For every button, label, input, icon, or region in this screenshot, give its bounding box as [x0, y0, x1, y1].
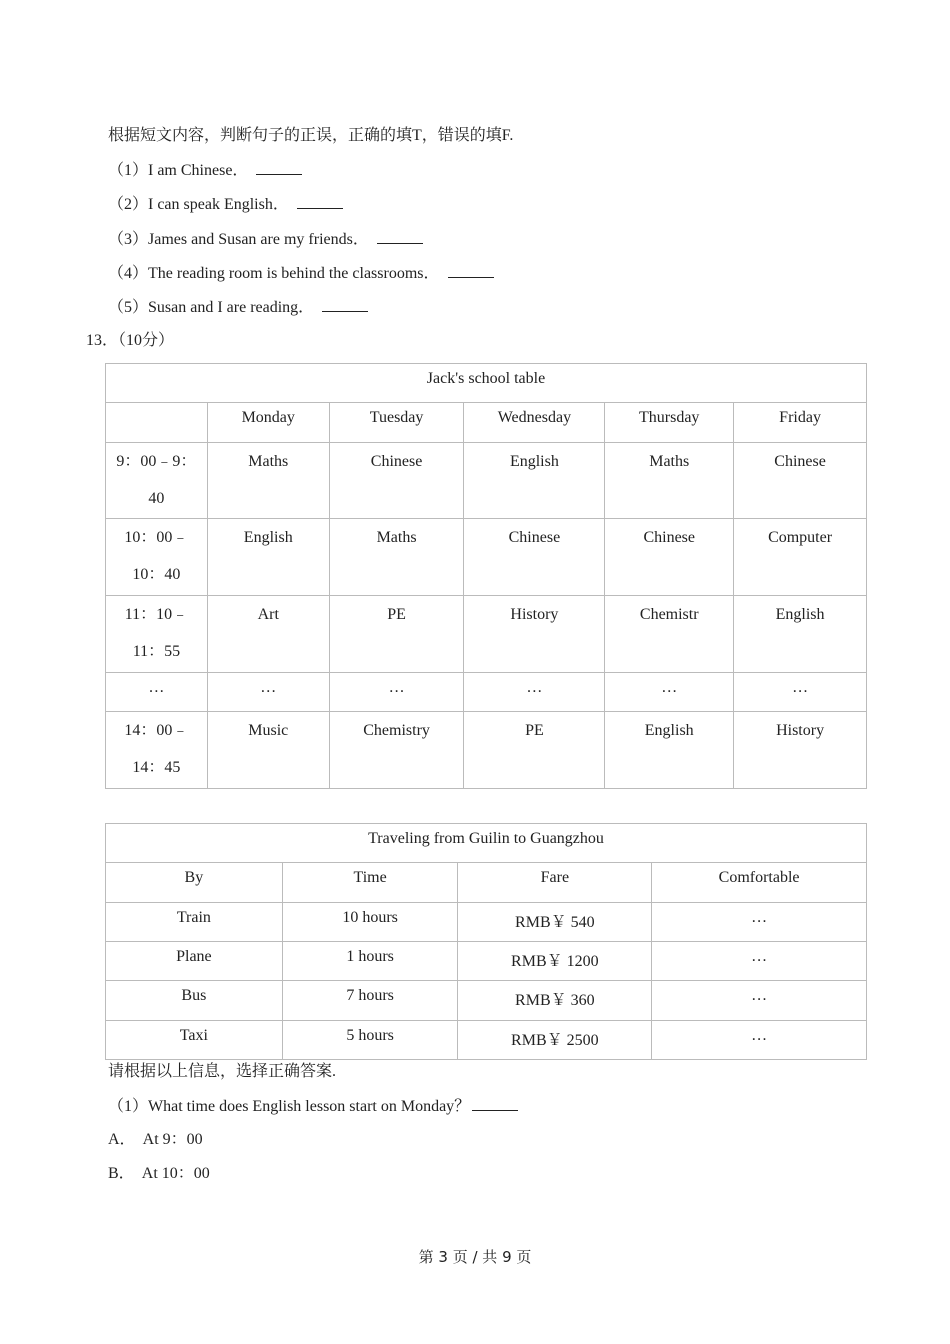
- instruction-choose: 请根据以上信息，选择正确答案.: [108, 1063, 337, 1080]
- table-cell: …: [652, 981, 867, 1021]
- time-cell: 10：00﹣ 10：40: [106, 519, 208, 596]
- table-cell: …: [652, 903, 867, 942]
- subject-cell: PE: [464, 712, 605, 789]
- table-cell: Taxi: [106, 1021, 283, 1060]
- subject-cell: …: [734, 673, 867, 712]
- column-header: By: [106, 863, 283, 903]
- option-a[interactable]: A． At 9：00: [108, 1131, 203, 1148]
- subject-cell: English: [464, 443, 605, 519]
- subject-cell: …: [605, 673, 734, 712]
- tf-item-text: （1）I am Chinese．: [108, 162, 249, 179]
- table-row: [106, 519, 867, 596]
- column-header: Fare: [458, 863, 652, 903]
- table-row: [106, 903, 867, 942]
- tf-item-1: [108, 160, 302, 181]
- table-cell: 7 hours: [282, 981, 458, 1021]
- table-row: [106, 981, 867, 1021]
- table-cell: Bus: [106, 981, 283, 1021]
- question-13-header: 13．（10分）: [86, 332, 175, 349]
- option-b[interactable]: B． At 10：00: [108, 1165, 210, 1182]
- table-row: [106, 1021, 867, 1060]
- time-cell: …: [106, 673, 208, 712]
- column-header: Time: [282, 863, 458, 903]
- subject-cell: History: [734, 712, 867, 789]
- subject-cell: English: [734, 596, 867, 673]
- subject-cell: PE: [329, 596, 464, 673]
- day-header: Friday: [734, 403, 867, 443]
- subject-cell: Chinese: [605, 519, 734, 596]
- day-header: Thursday: [605, 403, 734, 443]
- tf-item-4: [108, 263, 494, 284]
- tf-item-text: （2）I can speak English．: [108, 196, 289, 213]
- subject-cell: Chinese: [464, 519, 605, 596]
- tf-item-5: [108, 297, 368, 318]
- subject-cell: Art: [207, 596, 329, 673]
- subject-cell: …: [329, 673, 464, 712]
- table-row: [106, 443, 867, 519]
- subject-cell: Computer: [734, 519, 867, 596]
- table-cell: RMB￥ 540: [458, 903, 652, 942]
- subject-cell: Maths: [605, 443, 734, 519]
- answer-blank[interactable]: [297, 194, 343, 209]
- tf-item-2: [108, 194, 343, 215]
- subject-cell: Maths: [329, 519, 464, 596]
- table-cell: …: [652, 942, 867, 981]
- timetable-title: Jack's school table: [106, 364, 867, 403]
- subject-cell: Music: [207, 712, 329, 789]
- column-header: Comfortable: [652, 863, 867, 903]
- answer-blank[interactable]: [472, 1096, 518, 1111]
- subject-cell: History: [464, 596, 605, 673]
- answer-blank[interactable]: [377, 229, 423, 244]
- day-header: Monday: [207, 403, 329, 443]
- school-timetable: [105, 363, 867, 789]
- travel-table: [105, 823, 867, 1060]
- table-row: [106, 596, 867, 673]
- day-header: Wednesday: [464, 403, 605, 443]
- tf-item-text: （3）James and Susan are my friends．: [108, 231, 369, 248]
- tf-item-3: [108, 229, 423, 250]
- subject-cell: English: [207, 519, 329, 596]
- subject-cell: Chinese: [734, 443, 867, 519]
- table-cell: RMB￥ 1200: [458, 942, 652, 981]
- subject-cell: Maths: [207, 443, 329, 519]
- table-cell: 5 hours: [282, 1021, 458, 1060]
- page-footer: 第 3 页 / 共 9 页: [418, 1248, 532, 1266]
- subject-cell: Chemistr: [605, 596, 734, 673]
- table-row: [106, 712, 867, 789]
- table-cell: 10 hours: [282, 903, 458, 942]
- table-cell: Train: [106, 903, 283, 942]
- time-cell: 11：10﹣ 11：55: [106, 596, 208, 673]
- table-cell: RMB￥ 360: [458, 981, 652, 1021]
- travel-table-title: Traveling from Guilin to Guangzhou: [106, 824, 867, 863]
- tf-item-text: （5）Susan and I are reading．: [108, 299, 315, 316]
- answer-blank[interactable]: [322, 297, 368, 312]
- table-cell: Plane: [106, 942, 283, 981]
- subject-cell: Chemistry: [329, 712, 464, 789]
- answer-blank[interactable]: [256, 160, 302, 175]
- table-row: [106, 942, 867, 981]
- time-cell: 9：00﹣9： 40: [106, 443, 208, 519]
- tf-item-text: （4）The reading room is behind the classrooms．: [108, 265, 440, 282]
- subject-cell: Chinese: [329, 443, 464, 519]
- table-cell: …: [652, 1021, 867, 1060]
- time-cell: 14：00﹣ 14：45: [106, 712, 208, 789]
- subject-cell: …: [464, 673, 605, 712]
- answer-blank[interactable]: [448, 263, 494, 278]
- question-1: [108, 1096, 518, 1117]
- table-row: [106, 673, 867, 712]
- day-header: Tuesday: [329, 403, 464, 443]
- instruction-tf: 根据短文内容，判断句子的正误，正确的填T，错误的填F.: [108, 127, 514, 144]
- corner-cell: [106, 403, 208, 443]
- table-cell: 1 hours: [282, 942, 458, 981]
- subject-cell: …: [207, 673, 329, 712]
- question-text: （1）What time does English lesson start on Monday？: [108, 1098, 471, 1115]
- subject-cell: English: [605, 712, 734, 789]
- table-cell: RMB￥ 2500: [458, 1021, 652, 1060]
